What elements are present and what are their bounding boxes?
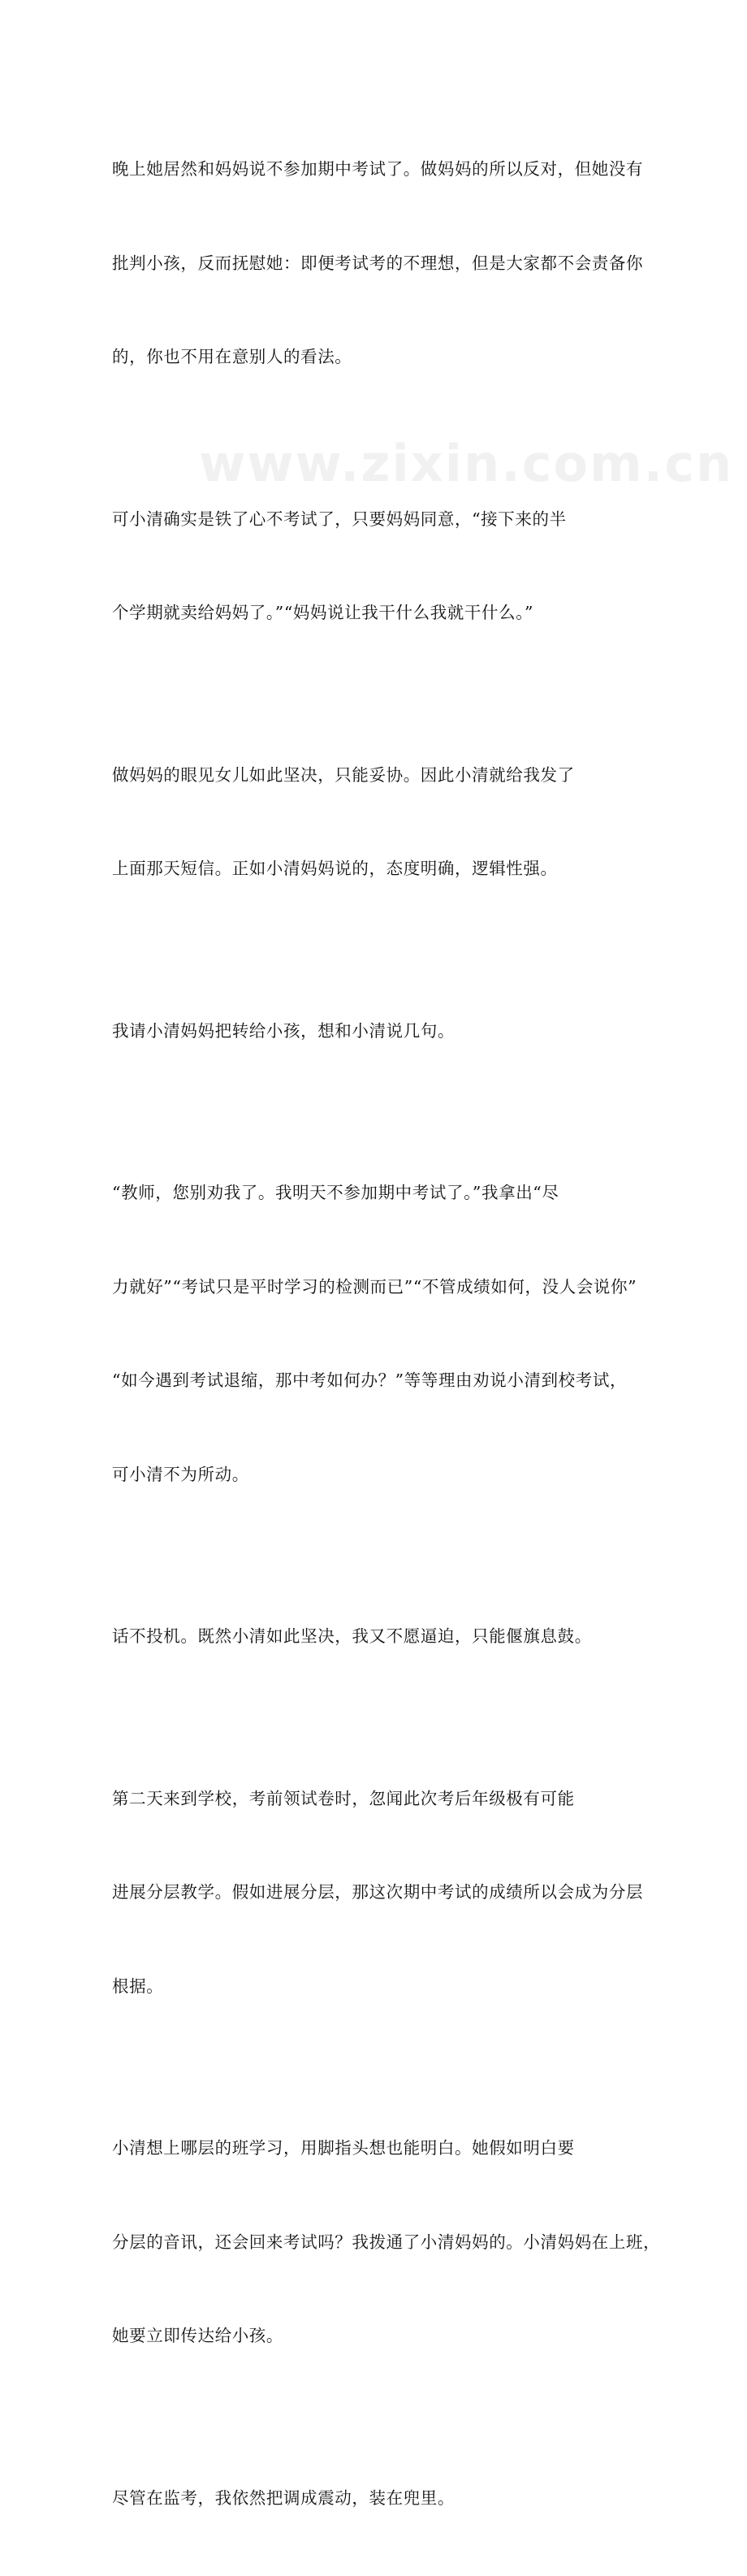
text-line: 分层的音讯，还会回来考试吗？我拨通了小清妈妈的。小清妈妈在上班， <box>112 2227 648 2258</box>
text-line: 小清想上哪层的班学习，用脚指头想也能明白。她假如明白要 <box>112 2132 648 2164</box>
paragraph-1 <box>112 91 648 435</box>
text-line: 我请小清妈妈把转给小孩，想和小清说几句。 <box>112 1015 648 1047</box>
text-line: “教师，您别劝我了。我明天不参加期中考试了。”我拿出“尽 <box>112 1177 648 1209</box>
paragraph-5 <box>112 1115 648 1552</box>
text-line: 她要立即传达给小孩。 <box>112 2320 648 2352</box>
text-line: 的，你也不用在意别人的看法。 <box>112 341 648 373</box>
text-line: 根据。 <box>112 1971 648 2002</box>
text-line: 力就好”“考试只是平时学习的检测而已”“不管成绩如何，没人会说你” <box>112 1271 648 1303</box>
text-line: 话不投机。既然小清如此坚决，我又不愿逼迫，只能偃旗息鼓。 <box>112 1621 648 1652</box>
watermark-text: www.zixin.com.cn <box>199 434 556 493</box>
text-line: 做妈妈的眼见女儿如此坚决，只能妥协。因此小清就给我发了 <box>112 760 648 791</box>
text-line: 进展分层教学。假如进展分层，那这次期中考试的成绩所以会成为分层 <box>112 1877 648 1908</box>
text-line: 上面那天短信。正如小清妈妈说的，态度明确，逻辑性强。 <box>112 853 648 885</box>
text-line: 批判小孩，反而抚慰她：即便考试考的不理想，但是大家都不会责备你 <box>112 248 648 279</box>
text-line: 晚上她居然和妈妈说不参加期中考试了。做妈妈的所以反对，但她没有 <box>112 154 648 185</box>
text-line: 可小清不为所动。 <box>112 1459 648 1491</box>
paragraph-3 <box>112 697 648 947</box>
paragraph-2 <box>112 441 648 691</box>
text-line: “如今遇到考试退缩，那中考如何办？”等等理由劝说小清到校考试， <box>112 1365 648 1396</box>
text-line: 可小清确实是铁了心不考试了，只要妈妈同意，“接下来的半 <box>112 504 648 535</box>
paragraph-8 <box>112 2070 648 2414</box>
paragraph-6 <box>112 1558 648 1715</box>
paragraph-9 <box>112 2420 648 2576</box>
paragraph-7 <box>112 1721 648 2065</box>
paragraph-4 <box>112 953 648 1110</box>
document-body <box>112 91 648 2576</box>
document-page <box>0 0 747 935</box>
text-line: 尽管在监考，我依然把调成震动，装在兜里。 <box>112 2483 648 2514</box>
text-line: 第二天来到学校，考前领试卷时，忽闻此次考后年级极有可能 <box>112 1783 648 1815</box>
text-line: 个学期就卖给妈妈了。”“妈妈说让我干什么我就干什么。” <box>112 597 648 629</box>
